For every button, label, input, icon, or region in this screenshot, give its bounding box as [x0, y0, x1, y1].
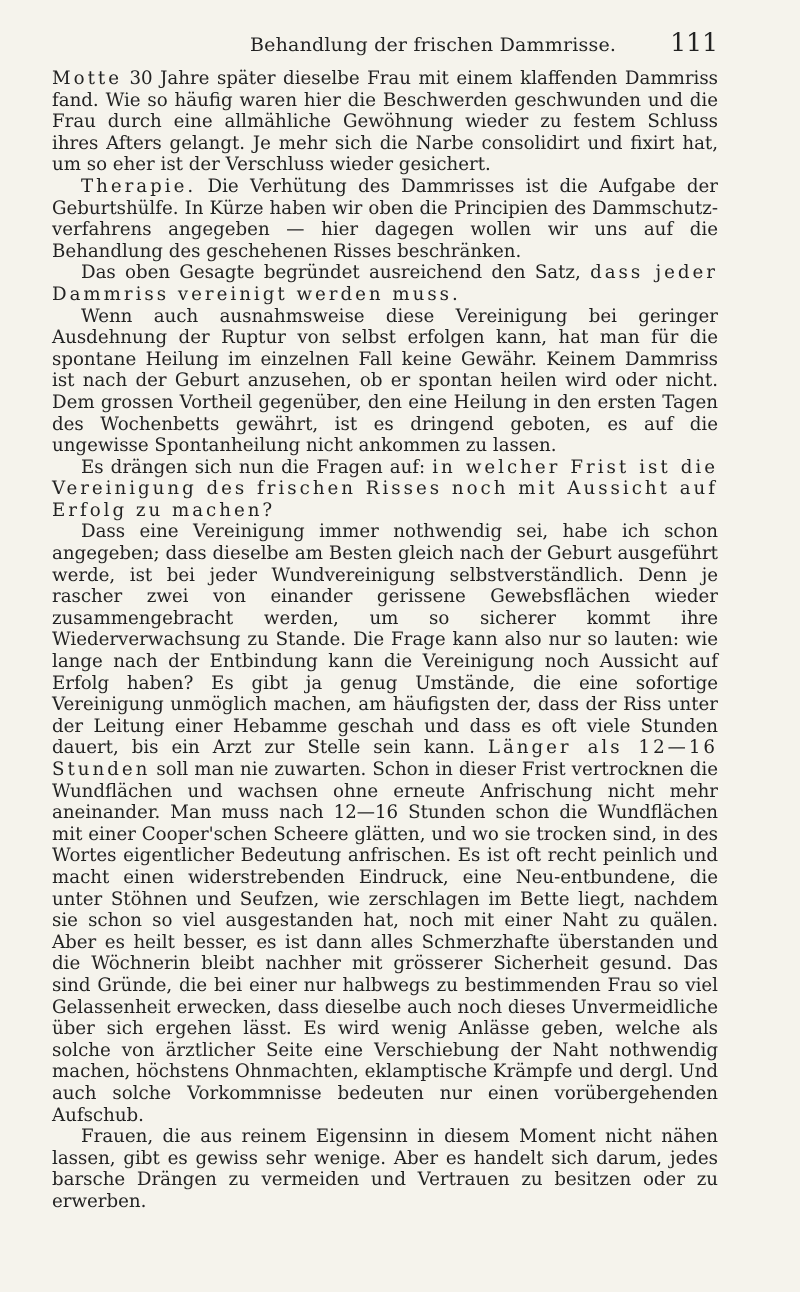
emphasized-text: dass jeder Dammriss vereinigt werden muss.	[52, 262, 718, 305]
emphasized-text: Länger als 12—16 Stunden	[52, 737, 719, 780]
paragraph	[52, 306, 718, 457]
paragraph	[52, 457, 718, 522]
paragraph-text: 30 Jahre später dieselbe Frau mit einem klaffenden Dammriss fand. Wie so häufig waren hier die Beschwerden geschwunden und die Frau durch eine allmähliche Gewöhnung wieder zu festem Schluss ihres Afters gelangt. Je mehr sich die Narbe consolidirt und fixirt hat, um so eher ist der Verschluss wieder gesichert.	[52, 68, 718, 176]
emphasized-text: Motte	[52, 68, 122, 89]
paragraph-text: Wenn auch ausnahmsweise diese Vereinigung bei geringer Ausdehnung der Ruptur von selbst erfolgen kann, hat man für die spontane Heilung im einzelnen Fall keine Gewähr. Keinem Dammriss ist nach der Geburt anzusehen, ob er spontan heilen wird oder nicht. Dem grossen Vortheil gegenüber, den eine Heilung in den ersten Tagen des Wochenbetts gewährt, ist es dringend geboten, es auf die ungewisse Spontanheilung nicht ankommen zu lassen.	[52, 305, 718, 457]
paragraph	[52, 68, 718, 176]
body-text	[52, 68, 718, 1212]
paragraph-text: Frauen, die aus reinem Eigensinn in diesem Moment nicht nähen lassen, gibt es gewiss sehr wenige. Aber es handelt sich darum, jedes barsche Drängen zu vermeiden und Vertrauen zu besitzen oder zu erwerben.	[52, 1126, 718, 1212]
paragraph-text: Das oben Gesagte begründet ausreichend den Satz,	[81, 262, 591, 284]
paragraph	[52, 176, 718, 262]
paragraph-text: Dass eine Vereinigung immer nothwendig sei, habe ich schon angegeben; dass dieselbe am Besten gleich nach der Geburt ausgeführt werde, ist bei jeder Wundvereinigung selbstverständlich. Denn je rascher zwei von einander gerissene Gewebsflächen wieder zusammengebracht werden, um so sicherer kommt ihre Wiederverwachsung zu Stande. Die Frage kann also nur so lauten: wie lange nach der Entbindung kann die Vereinigung noch Aussicht auf Erfolg haben? Es gibt ja genug Umstände, die eine sofortige Vereinigung unmöglich machen, am häufigsten der, dass der Riss unter der Leitung einer Hebamme geschah und dass es oft viele Stunden dauert, bis ein Arzt zur Stelle sein kann.	[52, 521, 718, 759]
paragraph	[52, 262, 718, 305]
emphasized-text: in welcher Frist ist die Vereinigung des frischen Risses noch mit Aussicht auf Erfolg zu machen?	[52, 456, 718, 521]
paragraph-text: Es drängen sich nun die Fragen auf:	[81, 456, 433, 478]
header-title: Behandlung der frischen Dammrisse.	[250, 34, 617, 56]
paragraph	[52, 1126, 718, 1212]
running-header	[250, 28, 718, 60]
section-lead: Therapie.	[81, 175, 197, 197]
paragraph	[52, 521, 718, 1126]
paragraph-text: soll man nie zuwarten. Schon in dieser Frist vertrocknen die Wundflächen und wachsen ohne erneute Anfrischung nicht mehr aneinander. Man muss nach 12—16 Stunden schon die Wundflächen mit einer Cooper'schen Scheere glätten, und wo sie trocken sind, in des Wortes eigentlicher Bedeutung anfrischen. Es ist oft recht peinlich und macht einen widerstrebenden Eindruck, eine Neu-entbundene, die unter Stöhnen und Seufzen, wie zerschlagen im Bette liegt, nachdem sie schon so viel ausgestanden hat, noch mit einer Naht zu quälen. Aber es heilt besser, es ist dann alles Schmerzhafte überstanden und die Wöchnerin bleibt nachher mit grösserer Sicherheit gesund. Das sind Gründe, die bei einer nur halbwegs zu bestimmenden Frau so viel Gelassenheit erwecken, dass dieselbe auch noch dieses Unvermeidliche über sich ergehen lässt. Es wird wenig Anlässe geben, welche als solche von ärztlicher Seite eine Verschiebung der Naht nothwendig machen, höchstens Ohnmachten, eklamptische Krämpfe und dergl. Und auch solche Vorkommnisse bedeuten nur einen vorübergehenden Aufschub.	[52, 759, 718, 1126]
page-number: 111	[670, 28, 718, 57]
paragraph-text: Die Verhütung des Dammrisses ist die Aufgabe der Geburtshülfe. In Kürze haben wir oben die Principien des Dammschutz-verfahrens angegeben — hier dagegen wollen wir uns auf die Behandlung des geschehenen Risses beschränken.	[52, 175, 718, 262]
